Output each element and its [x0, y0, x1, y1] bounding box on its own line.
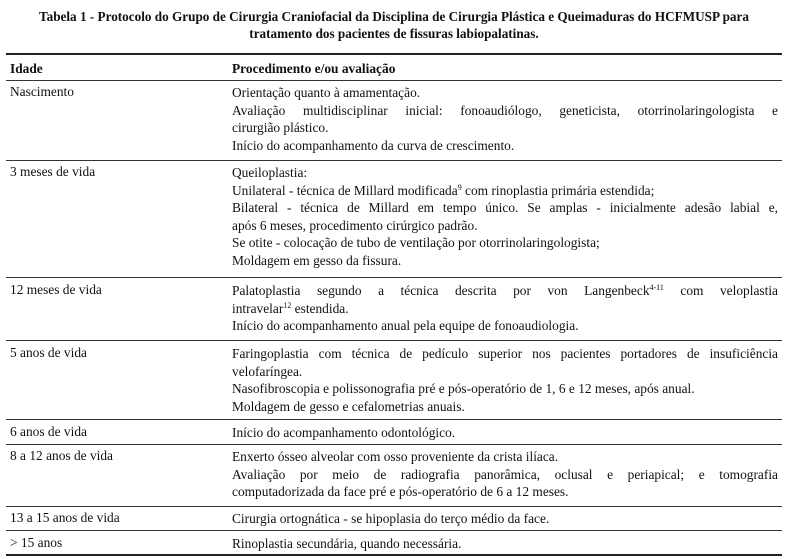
row-procedure-8-12-anos: [232, 448, 778, 501]
row-procedure-13-15-anos: [232, 510, 778, 528]
row-procedure-15-anos: [232, 535, 778, 553]
citation-superscript: 4-11: [649, 283, 664, 292]
row-procedure-3-meses: [232, 164, 778, 270]
row-divider: [6, 160, 782, 161]
procedure-line: Cirurgia ortognática - se hipoplasia do terço médio da face.: [232, 511, 550, 526]
row-divider: [6, 506, 782, 507]
procedure-text: estendida.: [291, 300, 349, 316]
row-divider: [6, 444, 782, 445]
procedure-line: Início do acompanhamento anual pela equipe de fonoaudiologia.: [232, 318, 579, 334]
caption-line-2: tratamento dos pacientes de fissuras labiopalatinas.: [249, 26, 539, 41]
procedure-line: após 6 meses, procedimento cirúrgico padrão.: [232, 217, 478, 233]
row-age-3-meses: 3 meses de vida: [10, 164, 96, 179]
row-procedure-12-meses: [232, 282, 778, 335]
header-age: Idade: [10, 61, 43, 76]
procedure-line: Rinoplastia secundária, quando necessária.: [232, 536, 462, 551]
procedure-line: [232, 300, 778, 318]
row-divider: [6, 419, 782, 420]
row-divider: [6, 530, 782, 531]
procedure-line: Início do acompanhamento da curva de crescimento.: [232, 137, 515, 153]
procedure-text: Palatoplastia segundo a técnica descrita por von Langenbeck: [232, 283, 650, 298]
procedure-line: [232, 282, 778, 300]
row-age-8-12-anos: 8 a 12 anos de vida: [10, 448, 114, 463]
procedure-text: intravelar: [232, 300, 284, 316]
procedure-line: Queiloplastia:: [232, 165, 308, 180]
procedure-line: Nasofibroscopia e polissonografia pré e pós-operatório de 1, 6 e 12 meses, após anual.: [232, 381, 695, 397]
top-rule: [6, 53, 782, 55]
procedure-line: velofaríngea.: [232, 363, 303, 379]
header-procedure: Procedimento e/ou avaliação: [232, 61, 396, 76]
procedure-line: Avaliação multidisciplinar inicial: fonoaudiólogo, geneticista, otorrinolaringologista e: [232, 102, 778, 118]
procedure-line: computadorizada da face pré e pós-operatório de 6 a 12 meses.: [232, 484, 569, 500]
procedure-line: Bilateral - técnica de Millard em tempo único. Se amplas - inicialmente adesão labial e,: [232, 200, 778, 216]
citation-superscript: 12: [283, 300, 292, 310]
row-age-15-anos: > 15 anos: [10, 535, 63, 550]
row-divider: [6, 277, 782, 278]
header-rule: [6, 80, 782, 81]
row-age-nascimento: Nascimento: [10, 84, 74, 99]
procedure-line: Início do acompanhamento odontológico.: [232, 425, 456, 440]
procedure-line: Faringoplastia com técnica de pedículo superior nos pacientes portadores de insuficiência: [232, 346, 778, 361]
row-age-6-anos: 6 anos de vida: [10, 424, 87, 439]
procedure-line: Enxerto ósseo alveolar com osso proveniente da crista ilíaca.: [232, 449, 559, 464]
procedure-line: [232, 182, 778, 200]
row-procedure-6-anos: [232, 424, 778, 442]
procedure-line: Moldagem em gesso da fissura.: [232, 252, 402, 268]
procedure-line: cirurgião plástico.: [232, 120, 329, 136]
row-age-13-15-anos: 13 a 15 anos de vida: [10, 510, 120, 525]
citation-superscript: 9: [457, 182, 462, 192]
bottom-rule: [6, 554, 782, 556]
caption-line-1: Tabela 1 - Protocolo do Grupo de Cirurgia Craniofacial da Disciplina de Cirurgia Plástica e Queimaduras do HCFMUSP para: [39, 9, 749, 24]
row-procedure-nascimento: [232, 84, 778, 154]
procedure-text: com veloplastia: [663, 283, 778, 298]
procedure-line: Se otite - colocação de tubo de ventilação por otorrinolaringologista;: [232, 235, 600, 251]
procedure-text: com rinoplastia primária estendida;: [461, 182, 655, 198]
procedure-line: Avaliação por meio de radiografia panorâmica, oclusal e periapical; e tomografia: [232, 466, 778, 482]
row-age-12-meses: 12 meses de vida: [10, 282, 102, 297]
row-procedure-5-anos: [232, 345, 778, 415]
row-age-5-anos: 5 anos de vida: [10, 345, 87, 360]
procedure-text: Unilateral - técnica de Millard modificada: [232, 182, 458, 198]
procedure-line: Moldagem de gesso e cefalometrias anuais.: [232, 398, 465, 414]
table-caption: [0, 8, 788, 42]
row-divider: [6, 340, 782, 341]
procedure-line: Orientação quanto à amamentação.: [232, 85, 421, 100]
